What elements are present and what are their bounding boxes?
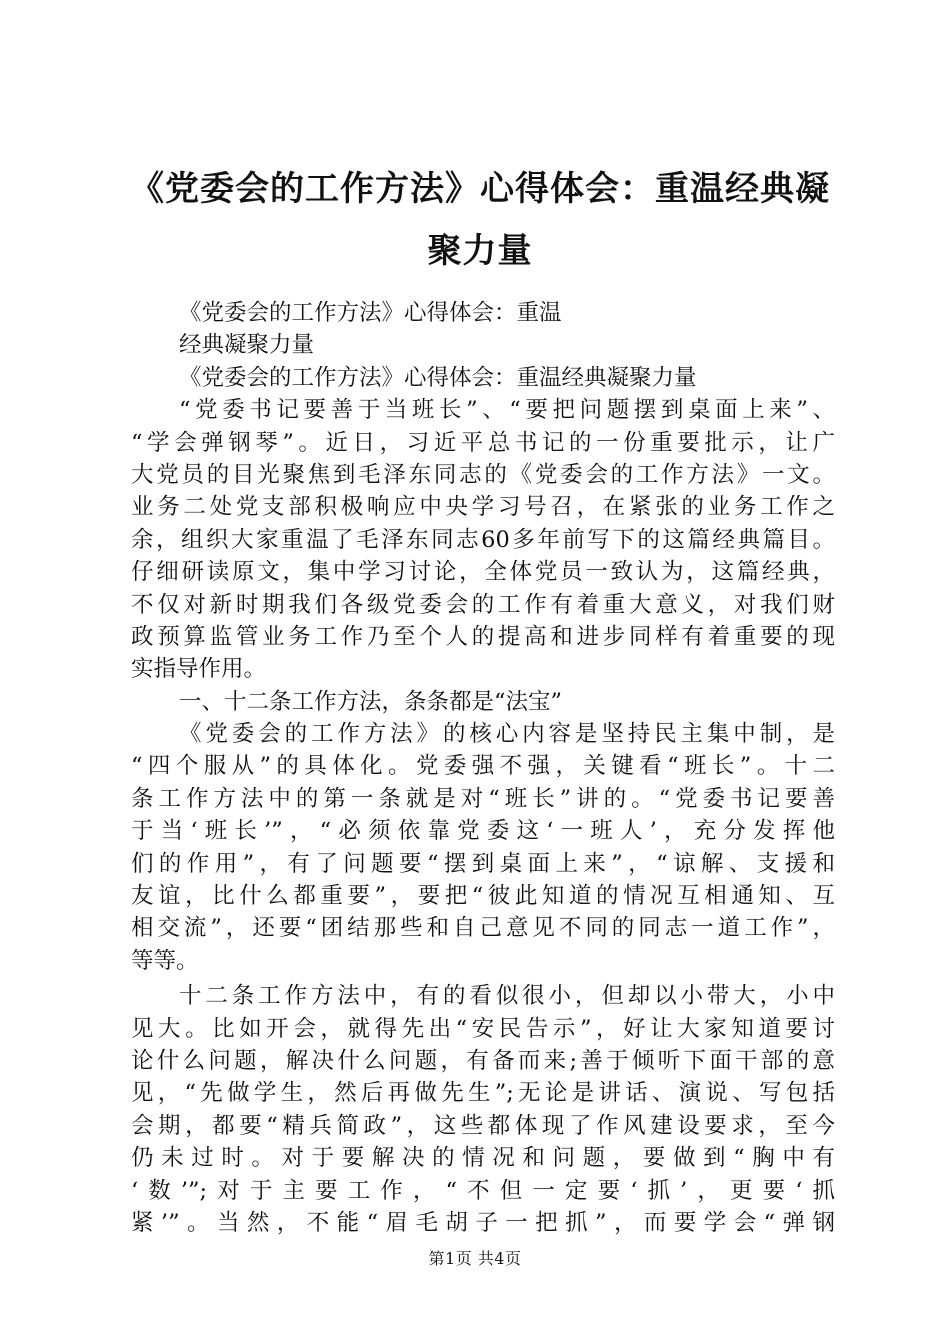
paragraph-line: 论什么问题，解决什么问题，有备而来;善于倾听下面干部的意 bbox=[131, 1047, 835, 1074]
paragraph-line: 实指导作用。 bbox=[131, 656, 267, 683]
paragraph-line: “四个服从”的具体化。党委强不强，关键看“班长”。十二 bbox=[131, 753, 835, 780]
paragraph-line: ‘数’”;对于主要工作，“不但一定要‘抓’，更要‘抓 bbox=[131, 1177, 835, 1204]
document-title bbox=[120, 158, 840, 282]
paragraph-line: 于当‘班长’”，“必须依靠党委这‘一班人’，充分发挥他 bbox=[131, 818, 835, 845]
paragraph-line: 政预算监管业务工作乃至个人的提高和进步同样有着重要的现 bbox=[131, 623, 835, 650]
section-heading: 一、十二条工作方法，条条都是“法宝” bbox=[179, 688, 563, 715]
paragraph-line: 等等。 bbox=[131, 947, 199, 974]
paragraph-line: 条工作方法中的第一条就是对“班长”讲的。“党委书记要善 bbox=[131, 785, 835, 812]
paragraph-line: 十二条工作方法中，有的看似很小，但却以小带大，小中 bbox=[179, 983, 835, 1010]
paragraph-line: 大党员的目光聚焦到毛泽东同志的《党委会的工作方法》一文。 bbox=[131, 461, 835, 488]
title-line-1: 《党委会的工作方法》心得体会：重温经典凝 bbox=[130, 169, 830, 209]
paragraph-line: 余，组织大家重温了毛泽东同志60多年前写下的这篇经典篇目。 bbox=[131, 526, 835, 553]
paragraph-line: 见，“先做学生，然后再做先生”;无论是讲话、演说、写包括 bbox=[131, 1080, 835, 1107]
paragraph-line: 友谊，比什么都重要”，要把“彼此知道的情况互相通知、互 bbox=[131, 883, 835, 910]
paragraph-line: 仔细研读原文，集中学习讨论，全体党员一致认为，这篇经典， bbox=[131, 559, 835, 586]
paragraph-line: 会期，都要“精兵简政”，这些都体现了作风建设要求，至今 bbox=[131, 1112, 835, 1139]
subtitle-line: 《党委会的工作方法》心得体会：重温 bbox=[179, 300, 562, 326]
paragraph-line: 仍未过时。对于要解决的情况和问题，要做到“胸中有 bbox=[131, 1145, 835, 1172]
paragraph-line: 相交流”，还要“团结那些和自己意见不同的同志一道工作”， bbox=[131, 915, 835, 942]
title-line-2: 聚力量 bbox=[427, 231, 533, 271]
paragraph-line: 紧’”。当然，不能“眉毛胡子一把抓”，而要学会“弹钢 bbox=[131, 1209, 835, 1236]
paragraph-line: 见大。比如开会，就得先出“安民告示”，好让大家知道要讨 bbox=[131, 1015, 835, 1042]
paragraph-line: “学会弹钢琴”。近日，习近平总书记的一份重要批示，让广 bbox=[131, 429, 835, 456]
heading-line: 《党委会的工作方法》心得体会：重温经典凝聚力量 bbox=[179, 364, 697, 391]
paragraph-line: 业务二处党支部积极响应中央学习号召，在紧张的业务工作之 bbox=[131, 494, 835, 521]
paragraph-line: 《党委会的工作方法》的核心内容是坚持民主集中制，是 bbox=[179, 721, 835, 748]
paragraph-line: 不仅对新时期我们各级党委会的工作有着重大意义，对我们财 bbox=[131, 591, 835, 618]
page-footer: 第1页 共4页 bbox=[428, 1249, 522, 1268]
subtitle-line: 经典凝聚力量 bbox=[179, 332, 315, 359]
paragraph-line: “党委书记要善于当班长”、“要把问题摆到桌面上来”、 bbox=[179, 397, 835, 424]
document-body bbox=[131, 297, 835, 1239]
paragraph-line: 们的作用”，有了问题要“摆到桌面上来”，“谅解、支援和 bbox=[131, 850, 835, 877]
